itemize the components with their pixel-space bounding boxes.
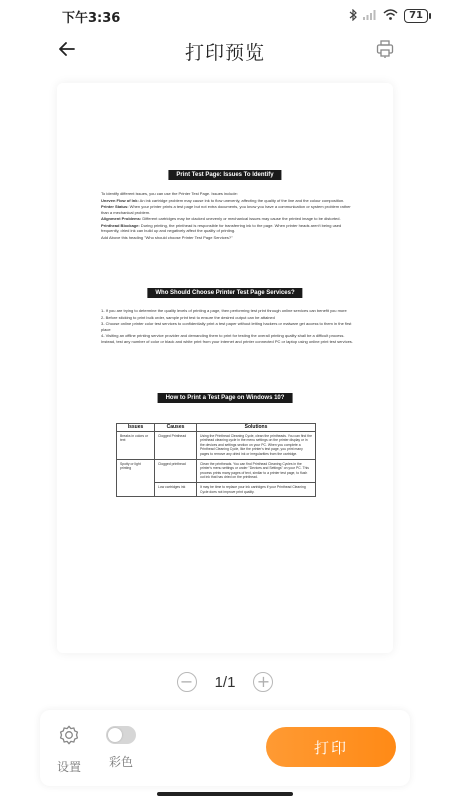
table-cell: Clean the printheads. You can find Printhead Cleaning Cycles in the printer's menu settings or under "Devices and Settings" on your PC. This process prints many pages of text, similar to a printer test page, to flush out ink that has dried on the printhead. xyxy=(197,459,316,482)
table-cell: Clogged Printhead xyxy=(155,431,197,459)
settings-button[interactable] xyxy=(54,724,84,775)
printer-button[interactable] xyxy=(372,38,398,64)
status-bar xyxy=(0,0,450,32)
table-row xyxy=(117,431,316,459)
column-header: Causes xyxy=(155,424,197,432)
color-option xyxy=(104,726,138,770)
list-item: 1- If you are trying to determine the quality levels of printing a page, then performing test print through online services can benefit you more xyxy=(101,308,347,313)
section-intro: To identify different issues, you can use the Printer Test Page. Issues include: xyxy=(101,191,238,196)
table-cell: Spotty or light printing xyxy=(117,459,155,497)
wifi-icon xyxy=(383,9,398,23)
section-issues-text xyxy=(101,191,353,242)
table-header-row xyxy=(117,424,316,432)
plus-icon: + xyxy=(256,672,271,691)
status-time: 下午3:36 xyxy=(62,10,121,26)
list-item: 2- Before sticking to print bulk order, sample print test to ensure the desired output can be attained xyxy=(101,314,275,320)
column-header: Issues xyxy=(117,424,155,432)
section-heading-issues: Print Test Page: Issues To Identify xyxy=(168,170,281,180)
color-label: 彩色 xyxy=(108,755,133,769)
section-outro: Add Above this heading "Who should choose Printer Test Page Services?" xyxy=(101,234,233,240)
bottom-panel xyxy=(40,710,410,786)
table-cell: It may be time to replace your ink cartridges if your Printhead Cleaning Cycle does not improve print quality. xyxy=(197,482,316,496)
document-page xyxy=(57,83,393,653)
settings-label: 设置 xyxy=(56,760,81,774)
section-heading-how: How to Print a Test Page on Windows 10? xyxy=(158,393,293,403)
issue-item: Printhead Blockage: During printing, the printhead is responsible for transferring ink to the page. When printer heads aren't being used frequently, dried ink can build up and negatively affect the quality of printing. xyxy=(101,223,342,234)
toggle-knob xyxy=(108,728,122,742)
bluetooth-icon xyxy=(349,9,357,24)
signal-icon xyxy=(363,9,377,23)
section-heading-who: Who Should Choose Printer Test Page Services? xyxy=(147,288,302,298)
status-icons xyxy=(349,9,428,24)
issue-item: Uneven Flow of Ink: An ink cartridge problem may cause ink to flow unevenly, affecting the quality of the line and the colour composition. xyxy=(101,197,345,203)
header xyxy=(0,32,450,70)
page-title: 打印预览 xyxy=(184,41,265,64)
minus-icon: − xyxy=(179,672,194,691)
table-cell: Breaks in colors or text xyxy=(117,431,155,459)
back-button[interactable] xyxy=(54,38,80,64)
issues-table xyxy=(116,423,316,497)
table-cell: Using the Printhead Cleaning Cycle, clean the printheads. You can find the printhead cleaning cycle in the menu settings on the printer display or in the devices and settings section on your PC. When you complete a Printhead Cleaning Cycle, like the printer's test page, you print many pages to remove any dried ink or irregularities from the cartridge. xyxy=(197,431,316,459)
page-indicator: 1/1 xyxy=(214,673,236,691)
issue-item: Printer Status: When your printer prints a test page but not extra documents, you know you have a communication or system problem rather than a mechanical problem. xyxy=(101,204,351,215)
column-header: Solutions xyxy=(197,424,316,432)
printer-icon xyxy=(376,40,394,62)
back-arrow-icon xyxy=(59,41,75,61)
table-cell: Clogged printhead xyxy=(155,459,197,482)
table-row xyxy=(117,459,316,482)
zoom-in-button[interactable] xyxy=(253,672,273,692)
home-indicator[interactable] xyxy=(157,792,293,796)
gear-icon xyxy=(58,724,80,750)
print-preview[interactable] xyxy=(57,83,393,653)
color-toggle[interactable] xyxy=(106,726,136,744)
issue-item: Alignment Problems: Different cartridges may be clacked unevenly or mechanical issues may cause the printed image to be distorted. xyxy=(101,216,341,222)
section-who-text xyxy=(101,308,353,345)
pager xyxy=(0,670,450,694)
list-item: 4- Visiting an offline printing service provider and demanding them to print for testing the overall printing quality shall be a difficult process. Instead, test any number of color or black and white print from your internet and printer connected PC or laptop using online print test services. xyxy=(101,333,353,344)
zoom-out-button[interactable] xyxy=(177,672,197,692)
list-item: 3- Choose online printer color test services to confidentially print a test paper without letting hackers or malware get access to them in the first place xyxy=(101,321,352,332)
table-cell: Low cartridges ink xyxy=(155,482,197,496)
battery-indicator: 71 xyxy=(404,9,428,23)
print-button[interactable]: 打印 xyxy=(266,727,396,767)
